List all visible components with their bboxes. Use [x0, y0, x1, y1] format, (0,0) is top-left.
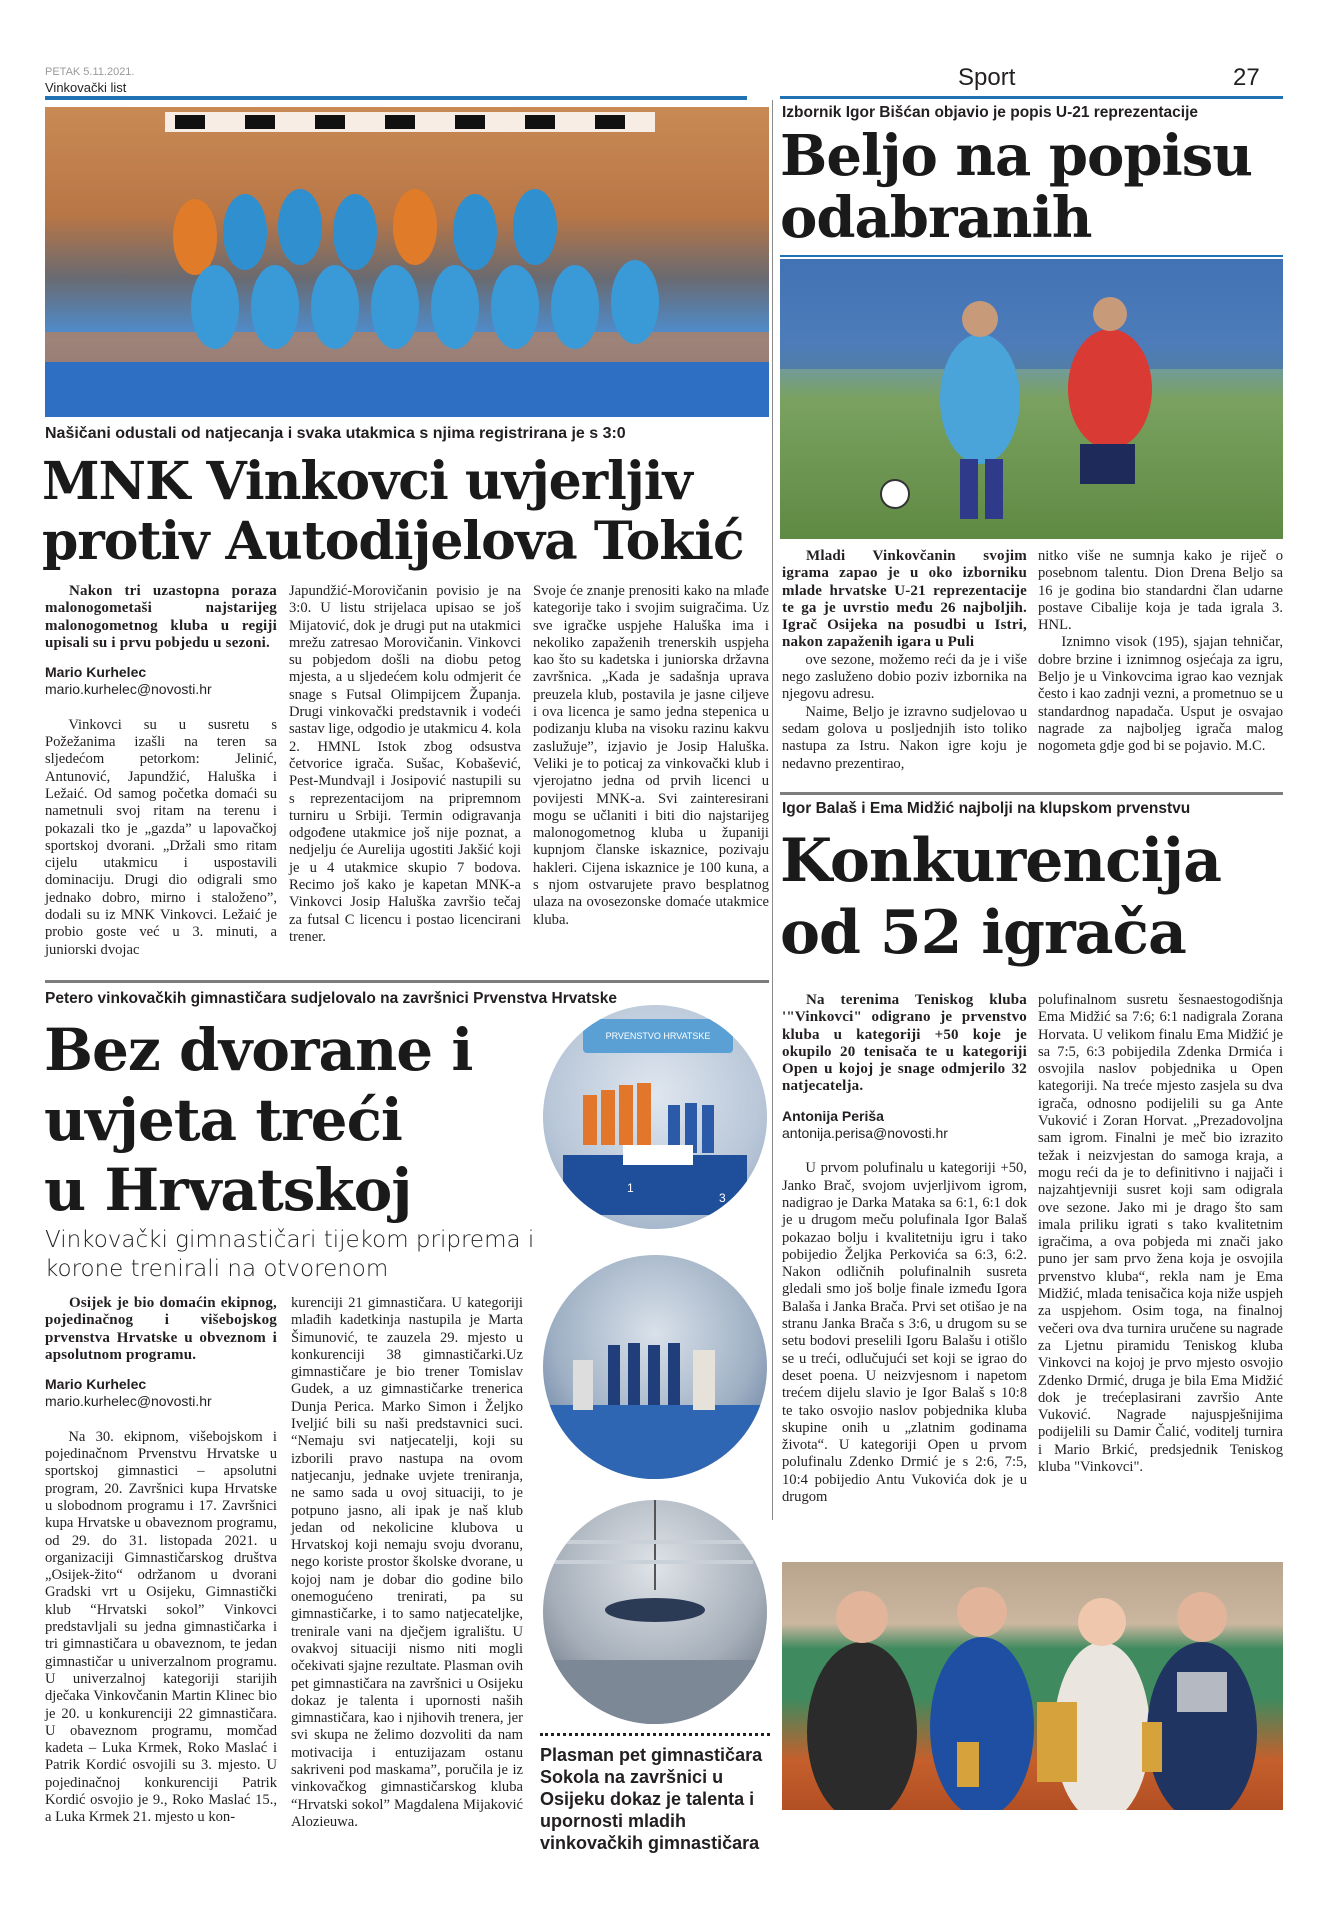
mnk-column-1: [45, 583, 277, 959]
tennis-photo: [782, 1562, 1283, 1810]
beljo-kicker: Izbornik Igor Bišćan objavio je popis U-21 reprezentacije: [782, 104, 1199, 121]
mnk-body-2: Japundžić-Morovičanin povisio je na 3:0. U listu strijelaca upisao se još Mijatović, dok je drugi put na utakmici mrežu zatresao Morovičanin. Vinkovci su pobjedom došli na diobu petog mjesta, a u sljedećem kolu odmjerit će snage s Futsal Olimpijcem Županja. Drugi vinkovački predstavnik i vodeći sastav lige, odgodio je utakmicu 4. kola 2. HMNL Istok zbog odsustva četvorice igrača. Sušac, Kobašević, Pest-Mundvajl i Josipović nastupili su s reprezentacijom na pripremnom turniru u Srbiji. Termin odigravanja odgođene utakmice još nije poznat, a nedjelju će Aurelija ugostiti Jakšić koji je u 4 utakmice skupio 7 bodova. Recimo još kako je kapetan MNK-a Vinkovci Josip Haluška završio tečaj za futsal C licencu i postao licencirani trener.: [289, 583, 521, 945]
gym-author: Mario Kurhelec: [45, 1376, 147, 1393]
page-number: 27: [1233, 64, 1260, 91]
gym-subhead: Vinkovački gimnastičari tijekom pripremа i korone trenirali na otvorenom: [45, 1227, 535, 1282]
caption-dotted-rule: [540, 1733, 770, 1739]
section-divider-right: [780, 792, 1283, 795]
mnk-column-2: [289, 583, 521, 946]
beljo-body-2b: Iznimno visok (195), sjajan tehničar, dobre brzine i iznimnog osjećaja za igru, Beljo je u Vinkovcima igrao kao veznjak često i kao zadnji vezni, a prometnuo se u standardnog napadača. Usput je osvajao nagrade za najboljeg igrača malog nogometa gdje god bi se pojavio. M.C.: [1038, 634, 1283, 755]
mnk-lead: Nakon tri uzastopna poraza malonogometaši najstarijeg malonogometnog kluba u regiji upisali su i prvu pobjedu u sezoni.: [45, 583, 277, 651]
podium-number-1: 1: [627, 1181, 634, 1195]
tennis-kicker: Igor Balaš i Ema Midžić najbolji na klupskom prvenstvu: [782, 800, 1191, 817]
tennis-author-email[interactable]: antonija.perisa@novosti.hr: [782, 1125, 948, 1142]
gym-kicker: Petero vinkovačkih gimnastičara sudjelovalo na završnici Prvenstva Hrvatske: [45, 990, 618, 1007]
header-rule-left: [45, 96, 747, 100]
tennis-headline-line2: od 52 igrača: [780, 898, 1186, 968]
beljo-rule: [780, 255, 1283, 257]
mnk-kicker: Našičani odustali od natjecanja i svaka utakmica s njima registrirana je s 3:0: [45, 425, 626, 442]
gym-body-1: Na 30. ekipnom, višebojskom i pojedinačnom Prvenstvu Hrvatske u sportskoj gimnastici – apsolutni program, 20. Završnici kupa Hrvatske u slobodnom programu i 17. Završnici kupa Hrvatske u obaveznom programu, od 29. do 31. listopada 2021. u organizaciji Gimnastičarskog društva „Osijek-žito“ održanom u dvorani Gradski vrt u Osijeku, Gimnastički klub “Hrvatski sokol” Vinkovci predstavljali su jedna gimnastičarka i tri gimnastičara u obaveznom, te jedan gimnastičar u univerzalnom programu. U univerzalnoj kategoriji starijih dječaka Vinkovčanin Martin Klinec bio je 20. u konkurenciji 22 gimnastičara. U obaveznom programu, momčad kadeta – Luka Krmek, Roko Maslać i Patrik Kordić osvojili su 3. mjesto. U pojedinačnoj konkurenciji Patrik Kordić osvojio je 9., Roko Maslać 15., a Luka Krmek 21. mjesto u kon-: [45, 1428, 277, 1826]
beljo-headline-line2: odabranih: [780, 185, 1092, 251]
tennis-body-1: U prvom polufinalu u kategoriji +50, Janko Brač, svojom uvjerljivom igrom, nadigrao je Darka Mataka sa 6:1, 6:1 dok je u drugom meču polufinala Igor Balaš pokazao bolju i kvalitetniju igru i tako pobijedio Željka Perkovića sa 6:3, 6:2. Nakon odličnih polufinalnih susreta gledali smo još bolje finale između Igora Balaša i Janka Brača. Prvi set otišao je na stranu Janka Brača s 3:6, u drugom su se setu bodovi preselili Igoru Balašu i otišlo se u treći, odlučujući set koji se igrao do deset poena. U neizvjesnom i napetom trećem dijelu slavio je Igor Balaš s 10:8 te tako osvojio naslov pobjednika kluba skupine onih u „zlatnim godinama života“. U kategoriji Open u prvom polufinalu Zdenko Drmić je s 2:6, 7:5, 10:4 pobijedio Antu Vukovića dok je u drugom: [782, 1160, 1027, 1506]
beljo-headline-line1: Beljo na popisu: [780, 123, 1253, 189]
header-rule-right: [780, 96, 1283, 99]
team-photo: [45, 107, 769, 417]
tennis-headline-line1: Konkurencija: [780, 826, 1221, 896]
tennis-body-2: polufinalnom susretu šesnaestogodišnja Ema Midžić sa 7:6; 6:1 nadigrala Zorana Horvata. U velikom finalu Ema Midžić je sa 7:5, 6:3 pobijedila Zdenka Drmića i osvojila naslov pobjednika u Open kategoriji. Na treće mjesto zasjela su dva igrača, odnosno podijelili su ga Ante Vuković i Zoran Horvat. „Prezadovoljna sam igrom. Finalni je meč bio izrazito težak i neizvjestan do samoga kraja, a mogu reći da je to definitivno i najjači i najzahtjevniji susret koji sam odigrala ove sezone. Jako mi je drago što sam imala priliku igrati s tako kvalitetnim igračima, a ova pobjeda mi znači jako puno jer sam prvo žena koja je osvojila prvenstvo kluba“, rekla nam je Ema Midžić, mlada tenisačica koja niže uspjeh za uspjehom. Osim toga, na finalnoj večeri ova dva turnira uručene su nagrade za Ljetnu piramidu Teniskog kluba Vinkovci na kojoj je prvo mjesto osvojio Zdenko Drmić, druga je bila Ema Midžić dok je trećeplasirani završio Ante Vuković. Nagrade najuspješnijima podijelili su Damir Čalić, voditelj turnira i Mario Brkić, predsjednik Teniskog kluba "Vinkovci".: [1038, 992, 1283, 1476]
podium-number-3: 3: [719, 1191, 726, 1205]
gym-headline: [44, 1015, 544, 1225]
beljo-body-1b: Naime, Beljo je izravno sudjelovao u sedam golova u posljednjih isto toliko nastupa za Istru. Nakon igre koju je nedavno prezentirao,: [782, 703, 1027, 772]
tennis-lead: Na terenima Teniskog kluba '"Vinkovci" odigrano je prvenstvo kluba u kategoriji +50 koje je okupilo 20 tenisača te u kategoriji Open u kojoj je snage odmjerilo 32 natjecatelja.: [782, 992, 1027, 1095]
tennis-headline: [780, 825, 1325, 969]
football-photo: [780, 259, 1283, 539]
beljo-lead: Mladi Vinkovčanin svojim igrama zapao je u oko izborniku mlade hrvatske U-21 reprezentacije te ga je uvrstio među 26 najboljih. Igrač Osijeka na posudbi u Istri, nakon zapaženih igara u Puli: [782, 548, 1027, 651]
gym-banner: PRVENSTVO HRVATSKE: [583, 1019, 733, 1053]
mnk-headline-line1: MNK Vinkovci uvjerljiv: [42, 451, 692, 512]
mnk-author-email[interactable]: mario.kurhelec@novosti.hr: [45, 681, 212, 698]
tennis-author: Antonija Periša: [782, 1107, 884, 1124]
gym-column-1: [45, 1295, 277, 1827]
beljo-body-2a: nitko više ne sumnja kako je riječ o posebnom talentu. Dion Drena Beljo sa 16 je godina bio standardni član udarne postave Cibalije koja je tada igrala 3. HNL.: [1038, 548, 1283, 634]
gym-headline-line2: uvjeta treći: [44, 1086, 402, 1154]
gym-circle-photo-1: [543, 1005, 767, 1229]
mnk-author: Mario Kurhelec: [45, 664, 147, 681]
gym-circle-photo-3: [543, 1500, 767, 1724]
mnk-body-1: Vinkovci su u susretu s Požežanima izašli na teren sa sljedećom petorkom: Jelinić, Antunović, Japundžić, Haluška i Ležaić. Od samog početka domaći su nametnuli svoj ritam na terenu i pokazali tko je „gazda” u lapovačkoj sportskoj dvorani. „Držali smo ritam cijelu utakmicu i uspostavili dominaciju. Drugi dio odigrali smo jednako dobro, mirno i staloženo”, dodali su iz MNK Vinkovci. Ležaić je probio goste već u 3. minuti, a juniorski dvojac: [45, 716, 277, 958]
gym-headline-line3: u Hrvatskoj: [44, 1156, 412, 1224]
gym-lead: Osijek je bio domaćin ekipnog, pojedinačnog i višebojskog prvenstva Hrvatske u obveznom i apsolutnom programu.: [45, 1295, 277, 1363]
beljo-column-2: [1038, 548, 1283, 756]
newspaper-name: Vinkovački list: [45, 80, 127, 95]
beljo-column-1: [782, 548, 1027, 773]
issue-date: PETAK 5.11.2021.: [45, 66, 135, 78]
mnk-body-3: Svoje će znanje prenositi kako na mlađe kategorije tako i svojim suigračima. Uz sve igračke uspjehe Haluška ima i nekoliko zapaženih trenerskih uspjeha kao što su kadetska i juniorska državna završnica. „Kada je sadašnja uprava preuzela klub, postavila je jasne ciljeve i ova licenca je samo jedna stepenica u podizanju kluba na visoku razinu kakvu zaslužuje”, izjavio je Josip Haluška. Veliki je to poticaj za vinkovački klub i vjerojatno jedna od prvih licenci u povijesti MNK-a. Svi zainteresirani mogu se učlaniti i biti dio najstarijeg malonogometnog kluba u županiji kupnjom članske iskaznice, pozivaju hakleri. Cijena iskaznice je 100 kuna, a s njom ostvarujete pravo besplatnog ulaza na ovosezonske domaće utakmice kluba.: [533, 583, 769, 928]
tennis-column-2: [1038, 992, 1283, 1476]
tennis-column-1: [782, 992, 1027, 1506]
mnk-headline: [42, 452, 772, 572]
mnk-column-3: [533, 583, 769, 929]
gym-photo-caption: Plasman pet gimnastičara Sokola na završnici u Osijeku dokaz je talenta i upornosti mladih vinkovačkih gimnastičara: [540, 1745, 763, 1853]
gym-author-email[interactable]: mario.kurhelec@novosti.hr: [45, 1393, 212, 1410]
beljo-body-1a: ove sezone, možemo reći da je i više nego zasluženo dobio poziv izbornika na njegovu adresu.: [782, 651, 1027, 703]
gym-circle-photo-2: [543, 1255, 767, 1479]
section-title: Sport: [958, 64, 1016, 91]
gym-column-2: [291, 1295, 523, 1831]
gym-headline-line1: Bez dvorane i: [44, 1016, 473, 1084]
column-divider: [772, 100, 773, 1520]
section-divider-left: [45, 980, 769, 983]
beljo-headline: [780, 125, 1325, 249]
mnk-headline-line2: protiv Autodijelova Tokić: [42, 511, 744, 572]
gym-body-2: kurenciji 21 gimnastičara. U kategoriji mlađih kadetkinja nastupila je Marta Šimunović, te zauzela 29. mjesto u konkurenciji 38 gimnastičarki.Uz gimnastičare je bio trener Tomislav Gudek, a uz gimnastičarke trenerica Dunja Perica. Marko Simon i Željko Iveljić bili su naši predstavnici suci. “Nemaju svi natjecatelji, koji su izborili pravo nastupa na ovom natjecanju, jednake uvjete treniranja, ne samo sada u ovoj situaciji, to je potpuno jasno, ali ipak je naš klub jedan od nekolicine klubova u Hrvatskoj koji nemaju svoju dvoranu, nego koriste prostor školske dvorane, u kojoj nam je dobar dio godine bilo onemogućeno trenirati, pa su gimnastičarke, i to samo natjecateljke, trenirale vani na dječjem igralištu. U ovakvoj situaciji nismo niti mogli očekivati sjajne rezultate. Plasman ovih pet gimnastičara na završnici u Osijeku dokaz je talenta i upornosti naših gimnastičara, kao i njihovih trenera, jer svi skupa ne želimo dozvoliti da nam motivacija i entuzijazam ostanu sakriveni pod maskama”, poručila je iz vinkovačkog gimnastičarskog kluba “Hrvatski sokol” Magdalena Mijaković Alozieuwa.: [291, 1295, 523, 1830]
